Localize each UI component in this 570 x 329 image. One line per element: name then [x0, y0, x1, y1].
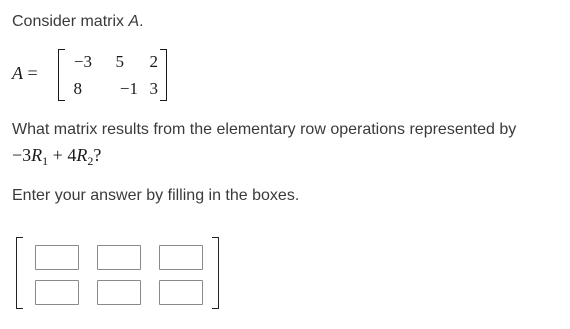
matrix-a-label	[12, 63, 38, 84]
question-mark: ?	[93, 145, 102, 165]
matrix-a-right-bracket	[160, 49, 167, 101]
answer-box-r2c1[interactable]	[35, 280, 79, 305]
matrix-a-cell: −3	[73, 52, 92, 71]
intro-suffix: .	[139, 13, 144, 30]
answer-box-r1c2[interactable]	[97, 245, 141, 270]
answer-right-bracket	[212, 237, 219, 309]
intro-prefix: Consider matrix	[12, 13, 129, 30]
row-operation-expression	[12, 145, 101, 167]
matrix-a-cell: 5	[115, 52, 124, 71]
answer-box-r1c1[interactable]	[35, 245, 79, 270]
term1-row-var: R	[31, 145, 43, 165]
instruction-text: Enter your answer by filling in the boxes.	[12, 187, 300, 204]
question-prompt: What matrix results from the elementary row operations represented by	[12, 121, 517, 138]
answer-left-bracket	[16, 237, 23, 309]
matrix-a-left-bracket	[58, 49, 65, 101]
plus-sign: +	[48, 145, 68, 165]
intro-matrix-var: A	[128, 13, 140, 30]
equals-sign: =	[27, 63, 38, 83]
matrix-a-cell: −1	[119, 79, 138, 98]
matrix-a-cell: 8	[73, 79, 82, 98]
term2-row-var: R	[76, 145, 88, 165]
term1-row-index: 1	[42, 154, 49, 168]
term1-coefficient: −3	[12, 145, 32, 165]
term2-coefficient: 4	[67, 145, 77, 165]
matrix-a-cell: 2	[149, 52, 158, 71]
answer-box-r2c3[interactable]	[159, 280, 203, 305]
answer-box-r1c3[interactable]	[159, 245, 203, 270]
matrix-a-cell: 3	[149, 79, 158, 98]
answer-box-r2c2[interactable]	[97, 280, 141, 305]
term2-row-index: 2	[87, 154, 94, 168]
intro-text	[12, 12, 144, 32]
matrix-name: A	[12, 63, 23, 83]
